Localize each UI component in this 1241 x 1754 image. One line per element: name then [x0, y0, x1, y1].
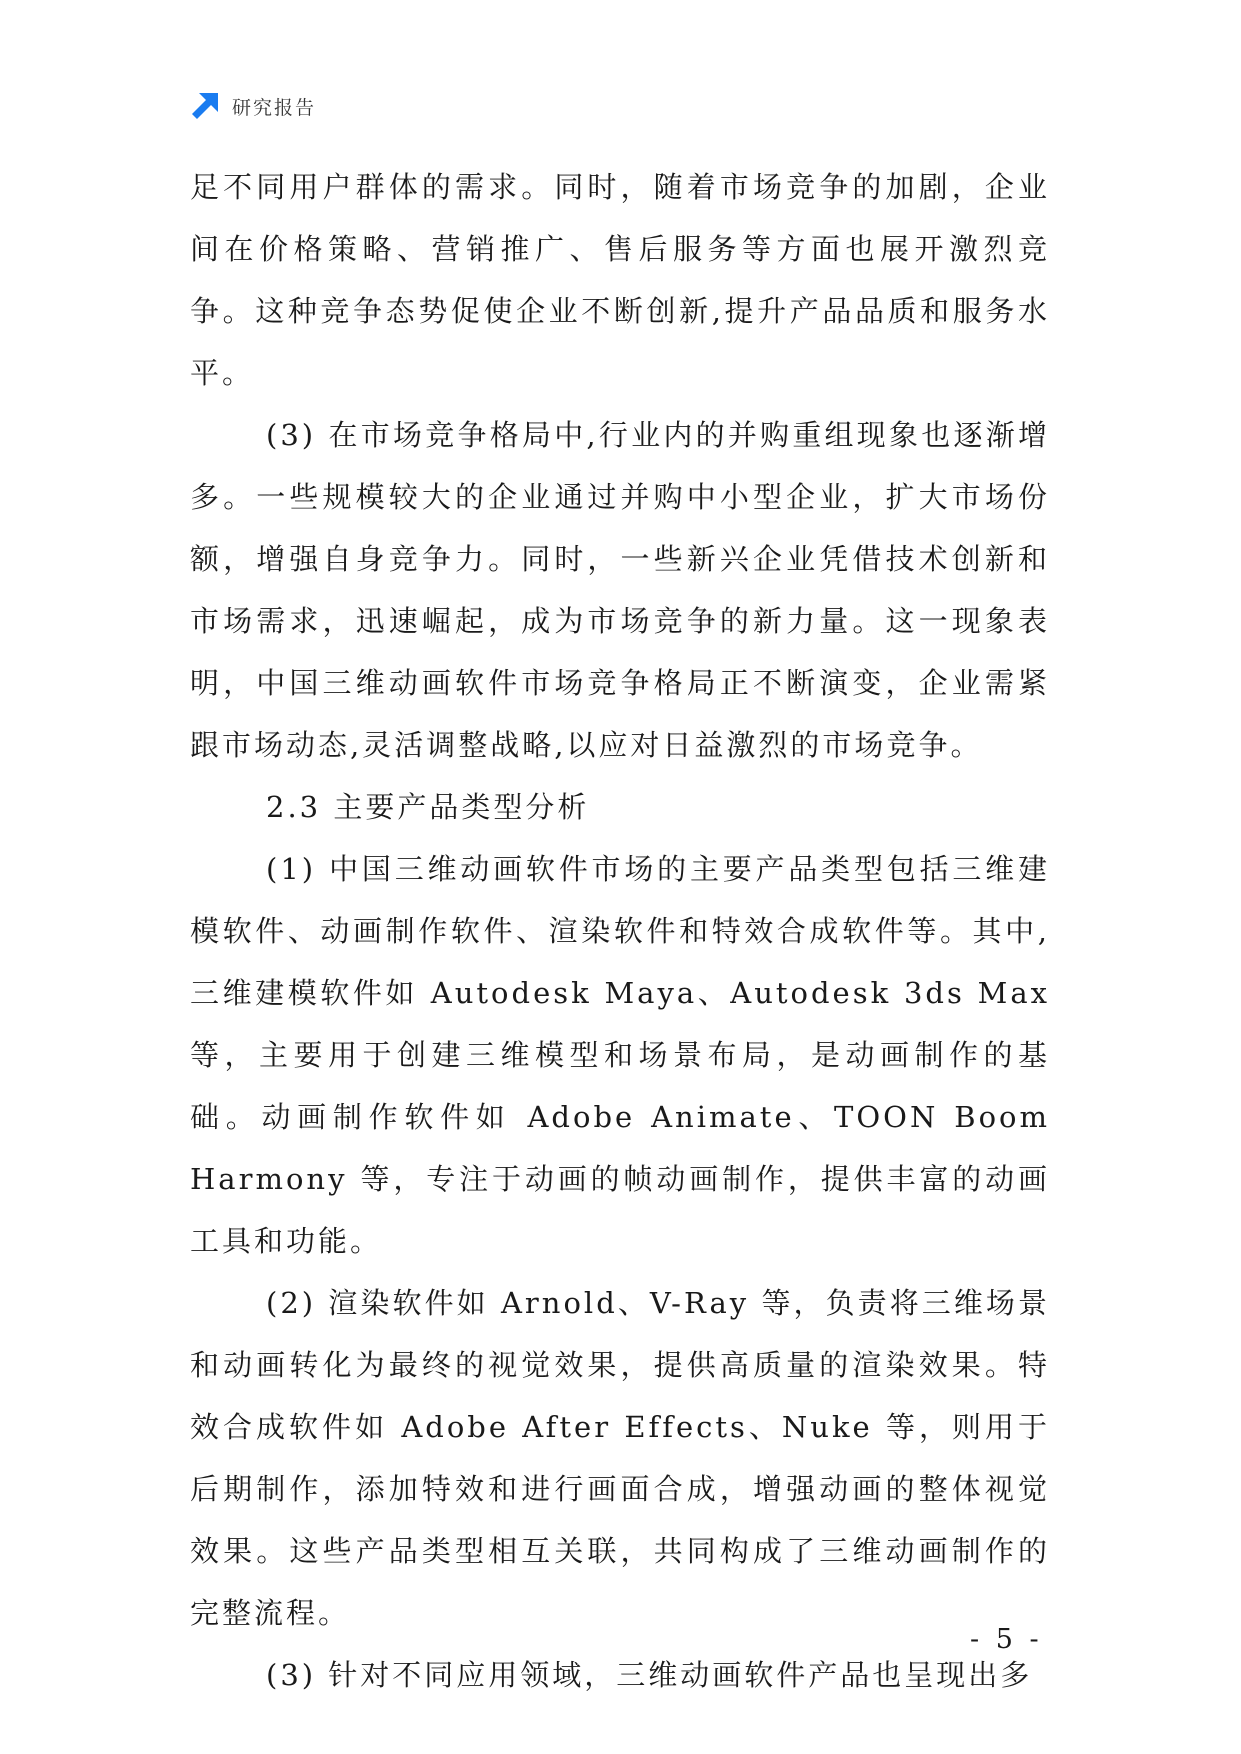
arrow-up-right-icon [190, 91, 220, 121]
paragraph-merger-trend: (3) 在市场竞争格局中,行业内的并购重组现象也逐渐增多。一些规模较大的企业通过并购中小型企业，扩大市场份额，增强自身竞争力。同时，一些新兴企业凭借技术创新和市场需求，迅速崛起，成为市场竞争的新力量。这一现象表明，中国三维动画软件市场竞争格局正不断演变，企业需紧跟市场动态,灵活调整战略,以应对日益激烈的市场竞争。 [190, 418, 1050, 762]
section-heading: 2.3 主要产品类型分析 [266, 790, 590, 824]
paragraph-product-types-1: (1) 中国三维动画软件市场的主要产品类型包括三维建模软件、动画制作软件、渲染软件和特效合成软件等。其中,三维建模软件如 Autodesk Maya、Autodesk 3ds Max 等，主要用于创建三维模型和场景布局，是动画制作的基础。动画制作软件如 Adobe Animate、TOON Boom Harmony 等，专注于动画的帧动画制作，提供丰富的动画工具和功能。 [190, 852, 1050, 1258]
paragraph-continuation: 足不同用户群体的需求。同时，随着市场竞争的加剧，企业间在价格策略、营销推广、售后服务等方面也展开激烈竞争。这种竞争态势促使企业不断创新,提升产品品质和服务水平。 [190, 170, 1050, 390]
page-header [190, 88, 316, 124]
paragraph-product-types-2: (2) 渲染软件如 Arnold、V-Ray 等，负责将三维场景和动画转化为最终的视觉效果，提供高质量的渲染效果。特效合成软件如 Adobe After Effects、Nuke 等，则用于后期制作，添加特效和进行画面合成，增强动画的整体视觉效果。这些产品类型相互关联，共同构成了三维动画制作的完整流程。 [190, 1286, 1050, 1630]
paragraph-product-types-3: (3) 针对不同应用领域，三维动画软件产品也呈现出多 [266, 1658, 1033, 1692]
header-title: 研究报告 [232, 96, 317, 119]
page-number: - 5 - [970, 1624, 1043, 1655]
document-body [190, 156, 1050, 1706]
